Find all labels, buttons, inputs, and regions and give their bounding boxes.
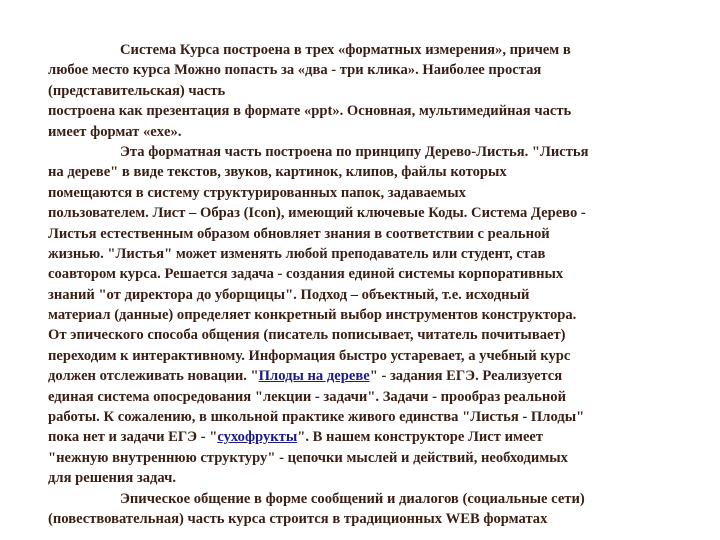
paragraph-line: построена как презентация в формате «ppt». Основная, мультимедийная часть: [48, 103, 572, 120]
paragraph-line: Листья естественным образом обновляет знания в соответствии с реальной: [48, 225, 550, 242]
plody-na-dereve-link[interactable]: Плоды на дереве: [258, 368, 370, 385]
sukhofrukty-link[interactable]: сухофрукты: [217, 429, 298, 446]
paragraph-line: пользователем. Лист – Образ (Icon), имеющий ключевые Коды. Система Дерево -: [48, 205, 586, 222]
paragraph-line: [48, 427, 678, 447]
paragraph-line: знаний "от директора до уборщицы". Подход – объектный, т.е. исходный: [48, 286, 530, 303]
paragraph-line: (представительская) часть: [48, 82, 226, 99]
paragraph-line: "нежную внутреннюю структуру" - цепочки мыслей и действий, необходимых: [48, 449, 568, 466]
paragraph-line: имеет формат «exe».: [48, 123, 182, 140]
line-text: пока нет и задачи ЕГЭ - ": [48, 429, 218, 446]
line-text: " - задания ЕГЭ. Реализуется: [369, 368, 563, 385]
paragraph-line: на дереве" в виде текстов, звуков, картинок, клипов, файлы которых: [48, 164, 507, 181]
paragraph-line: материал (данные) определяет конкретный выбор инструментов конструктора.: [48, 307, 577, 324]
paragraph-line: Эпическое общение в форме сообщений и диалогов (социальные сети): [120, 490, 585, 507]
paragraph-line: соавтором курса. Решается задача - создания единой системы корпоративных: [48, 266, 564, 283]
paragraph-line: (повествовательная) часть курса строится в традиционных WEB форматах: [48, 510, 548, 527]
paragraph-line: жизнью. "Листья" может изменять любой преподаватель или студент, став: [48, 245, 546, 262]
paragraph-line: для решения задач.: [48, 470, 177, 487]
paragraph-line: Эта форматная часть построена по принципу Дерево-Листья. "Листья: [120, 143, 589, 160]
paragraph-line: Система Курса построена в трех «форматных измерения», причем в: [120, 42, 571, 58]
paragraph-line: работы. К сожалению, в школьной практике живого единства "Листья - Плоды": [48, 409, 585, 426]
line-text: ". В нашем конструкторе Лист имеет: [297, 429, 544, 446]
paragraph-line: переходим к интерактивному. Информация быстро устаревает, а учебный курс: [48, 347, 571, 364]
paragraph-line: [48, 366, 678, 386]
paragraph-line: помещаются в систему структурированных папок, задаваемых: [48, 184, 466, 201]
paragraph-line: единая система опосредования "лекции - задачи". Задачи - прообраз реальной: [48, 388, 566, 405]
line-text: должен отслеживать новации. ": [48, 368, 259, 385]
document-text: [48, 40, 678, 529]
paragraph-line: От эпического способа общения (писатель пописывает, читатель почитывает): [48, 327, 566, 344]
paragraph-line: любое место курса Можно попасть за «два - три клика». Наиболее простая: [48, 62, 542, 79]
